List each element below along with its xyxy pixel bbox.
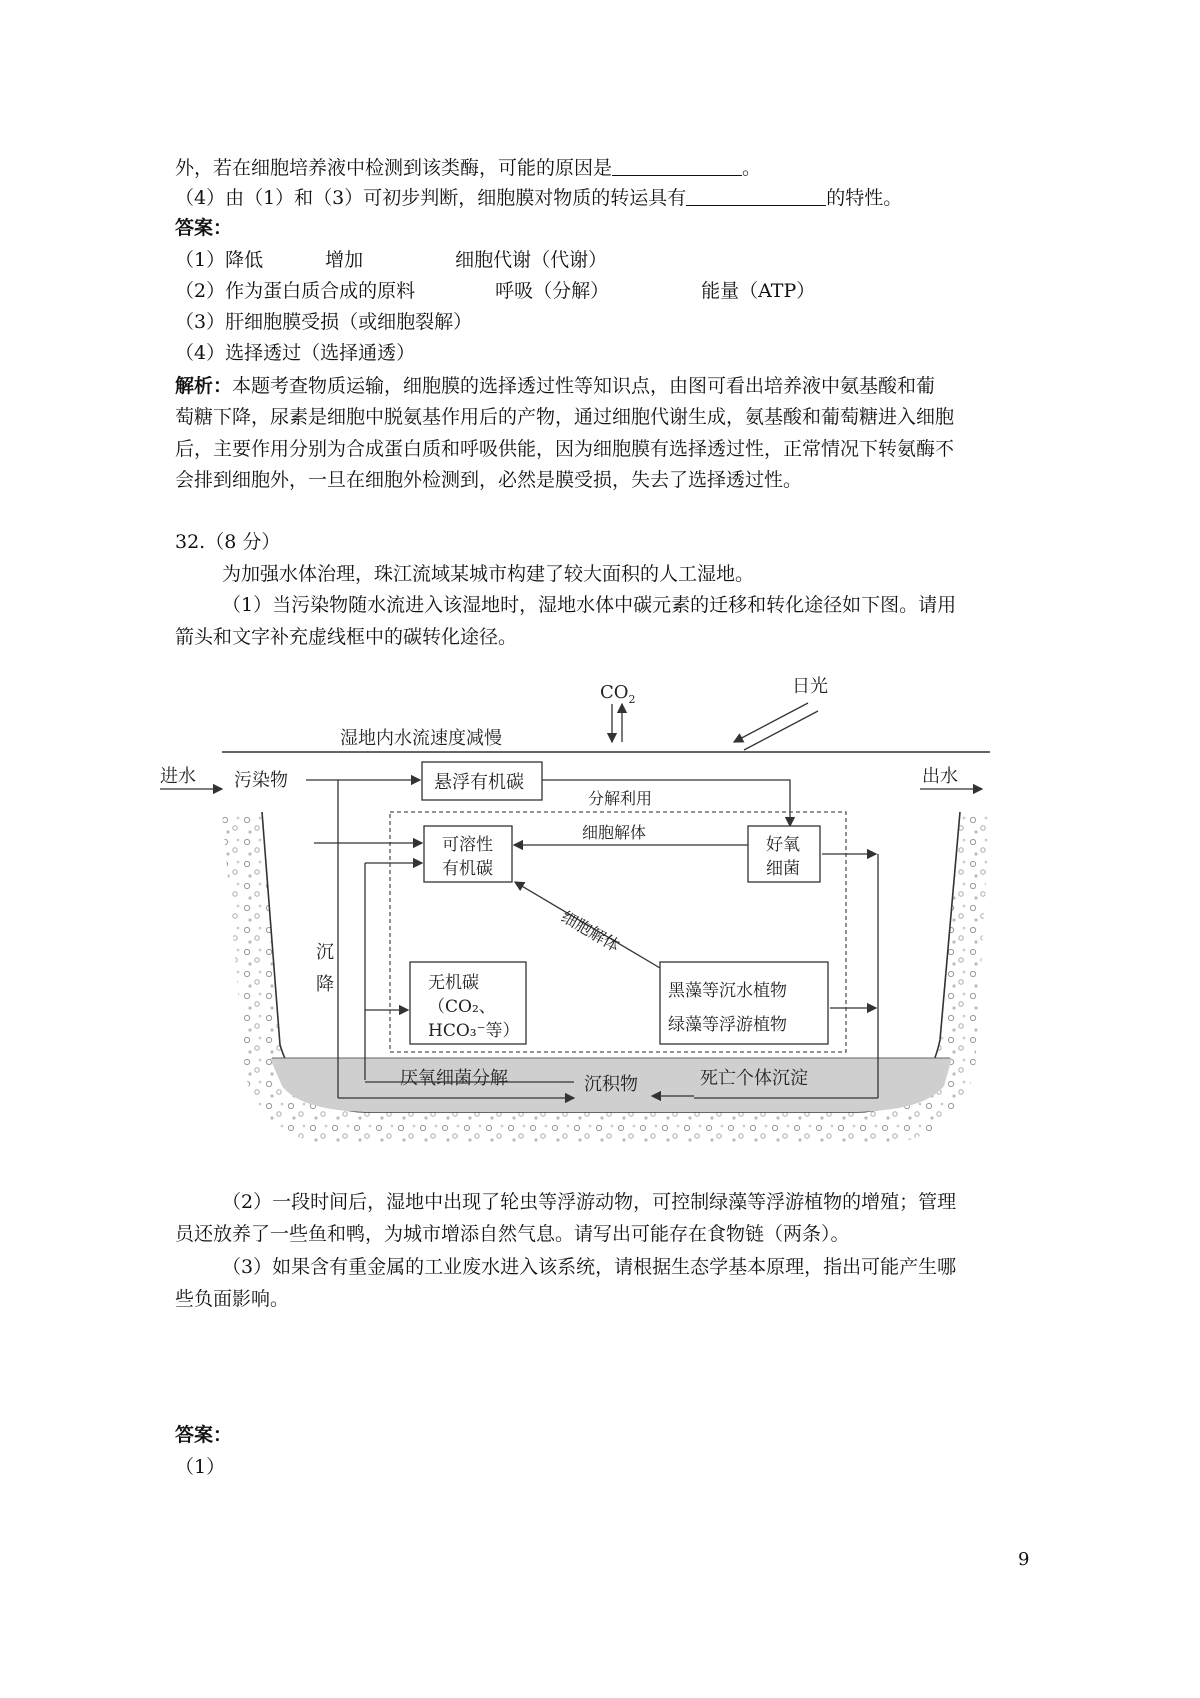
answer-item: 细胞代谢（代谢） <box>455 249 608 271</box>
plants-label: 绿藻等浮游植物 <box>668 1015 787 1035</box>
aerobic-bacteria-label: 细菌 <box>766 859 800 879</box>
analysis-line: 萄糖下降，尿素是细胞中脱氨基作用后的产物，通过细胞代谢生成，氨基酸和葡萄糖进入细胞 <box>175 406 955 428</box>
question-text: （4）由（1）和（3）可初步判断，细胞膜对物质的转运具有 <box>175 187 687 209</box>
answer-item: （1）降低 <box>175 249 264 271</box>
inorganic-carbon-label: （CO₂、 <box>428 997 496 1017</box>
question-part: 箭头和文字补充虚线框中的碳转化途径。 <box>175 626 518 648</box>
page-number: 9 <box>1018 1549 1030 1570</box>
analysis-text: 本题考查物质运输，细胞膜的选择透过性等知识点，由图可看出培养液中氨基酸和葡 <box>232 375 936 397</box>
pollutant-label: 污染物 <box>234 770 288 791</box>
plants-label: 黑藻等沉水植物 <box>668 981 787 1001</box>
soluble-carbon-label: 可溶性 <box>442 835 493 855</box>
answer-line: （4）选择透过（选择通透） <box>175 342 416 364</box>
question-part: （3）如果含有重金属的工业废水进入该系统，请根据生态学基本原理，指出可能产生哪 <box>222 1256 957 1278</box>
answer-item: 呼吸（分解） <box>495 280 610 302</box>
answer-line: （1） <box>175 1456 226 1478</box>
inorganic-carbon-label: 无机碳 <box>428 973 479 993</box>
suspended-carbon-label: 悬浮有机碳 <box>434 772 524 793</box>
decompose-use-label: 分解利用 <box>588 789 653 808</box>
answer-item: （2）作为蛋白质合成的原料 <box>175 280 416 302</box>
question-number: 32.（8 分） <box>175 531 281 553</box>
question-part: （1）当污染物随水流进入该湿地时，湿地水体中碳元素的迁移和转化途径如下图。请用 <box>222 594 957 616</box>
question-part: （2）一段时间后，湿地中出现了轮虫等浮游动物，可控制绿藻等浮游植物的增殖；管理 <box>222 1191 957 1213</box>
anaerobic-label: 厌氧细菌分解 <box>400 1068 508 1089</box>
cell-lysis-diagonal-label: 细胞解体 <box>558 907 623 956</box>
slow-flow-label: 湿地内水流速度减慢 <box>340 728 502 749</box>
question-part: 员还放养了一些鱼和鸭，为城市增添自然气息。请写出可能存在食物链（两条）。 <box>175 1223 850 1245</box>
question-part: 些负面影响。 <box>175 1288 290 1310</box>
question-intro: 为加强水体治理，珠江流域某城市构建了较大面积的人工湿地。 <box>222 563 755 585</box>
answer-line: （3）肝细胞膜受损（或细胞裂解） <box>175 311 473 333</box>
sedimentation-label: 降 <box>316 974 334 995</box>
soluble-carbon-label: 有机碳 <box>442 859 493 879</box>
inorganic-carbon-label: HCO₃⁻等） <box>428 1021 520 1041</box>
cell-lysis-label: 细胞解体 <box>582 823 647 842</box>
analysis-line: 会排到细胞外，一旦在细胞外检测到，必然是膜受损，失去了选择透过性。 <box>175 469 803 491</box>
answer-item: 能量（ATP） <box>701 280 816 302</box>
analysis-label: 解析： <box>175 375 233 397</box>
co2-label: $CO_2$ <box>600 682 636 706</box>
answer-heading: 答案： <box>175 1424 233 1446</box>
sedimentation-label: 沉 <box>316 942 334 963</box>
dead-settle-label: 死亡个体沉淀 <box>700 1068 808 1089</box>
sediment-label: 沉积物 <box>584 1074 638 1095</box>
question-text: 外，若在细胞培养液中检测到该类酶，可能的原因是 <box>175 157 613 179</box>
answer-heading: 答案： <box>175 217 233 239</box>
analysis-line: 后，主要作用分别为合成蛋白质和呼吸供能，因为细胞膜有选择透过性，正常情况下转氨酶不 <box>175 438 955 460</box>
outflow-label: 出水 <box>922 766 958 787</box>
answer-item: 增加 <box>325 249 364 271</box>
sunlight-label: 日光 <box>792 676 828 697</box>
aerobic-bacteria-label: 好氧 <box>766 835 800 855</box>
question-text: 的特性。 <box>826 187 903 209</box>
question-text: 。 <box>742 157 762 179</box>
inflow-label: 进水 <box>160 766 196 787</box>
